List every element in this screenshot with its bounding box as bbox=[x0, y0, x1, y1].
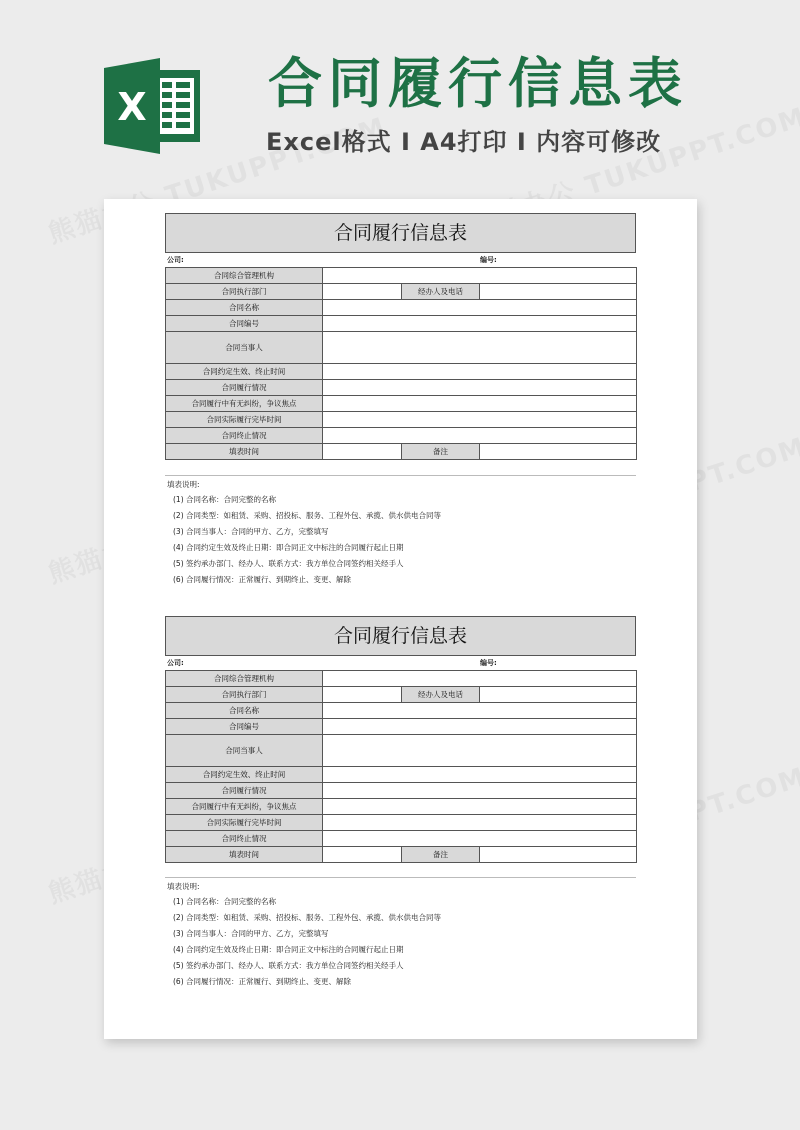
value-parties[interactable] bbox=[323, 332, 637, 364]
notes-heading: 填表说明: bbox=[167, 882, 200, 891]
label-termination: 合同终止情况 bbox=[166, 428, 323, 444]
label-contract-name: 合同名称 bbox=[166, 703, 323, 719]
table-row bbox=[166, 719, 637, 735]
banner-subtitle: Excel格式 I A4打印 I 内容可修改 bbox=[266, 128, 662, 156]
value-fill-time[interactable] bbox=[323, 444, 402, 460]
value-remarks[interactable] bbox=[480, 847, 637, 863]
table-row bbox=[166, 284, 637, 300]
label-completion-time: 合同实际履行完毕时间 bbox=[166, 412, 323, 428]
table-row bbox=[166, 316, 637, 332]
table-row bbox=[166, 687, 637, 703]
fill-instructions-2 bbox=[167, 880, 627, 990]
notes-item: (1) 合同名称：合同完整的名称 bbox=[173, 495, 277, 504]
contract-form-1 bbox=[165, 213, 636, 460]
label-contract-no: 合同编号 bbox=[166, 316, 323, 332]
value-handler-phone[interactable] bbox=[480, 284, 637, 300]
table-row bbox=[166, 364, 637, 380]
value-contract-name[interactable] bbox=[323, 300, 637, 316]
number-label: 编号: bbox=[480, 256, 497, 264]
value-exec-dept[interactable] bbox=[323, 284, 402, 300]
table-row bbox=[166, 268, 637, 284]
table-row bbox=[166, 428, 637, 444]
form-title: 合同履行信息表 bbox=[165, 213, 636, 253]
notes-item: (1) 合同名称：合同完整的名称 bbox=[173, 897, 277, 906]
label-handler-phone: 经办人及电话 bbox=[402, 284, 480, 300]
label-exec-dept: 合同执行部门 bbox=[166, 284, 323, 300]
notes-item: (2) 合同类型：如租赁、采购、招投标、服务、工程外包、承揽、供水供电合同等 bbox=[173, 913, 442, 922]
notes-item: (4) 合同约定生效及终止日期：即合同正文中标注的合同履行起止日期 bbox=[173, 543, 404, 552]
notes-item: (5) 签约承办部门、经办人、联系方式：我方单位合同签约相关经手人 bbox=[173, 961, 404, 970]
value-exec-dept[interactable] bbox=[323, 687, 402, 703]
label-remarks: 备注 bbox=[402, 444, 480, 460]
table-row bbox=[166, 735, 637, 767]
notes-item: (6) 合同履行情况：正常履行、到期终止、变更、解除 bbox=[173, 575, 352, 584]
divider bbox=[165, 877, 636, 878]
number-label: 编号: bbox=[480, 659, 497, 667]
table-row bbox=[166, 671, 637, 687]
label-exec-dept: 合同执行部门 bbox=[166, 687, 323, 703]
value-performance[interactable] bbox=[323, 380, 637, 396]
table-row bbox=[166, 703, 637, 719]
table-row bbox=[166, 300, 637, 316]
company-label: 公司: bbox=[167, 659, 184, 667]
document-page bbox=[104, 199, 697, 1039]
svg-text:X: X bbox=[117, 85, 147, 129]
label-performance: 合同履行情况 bbox=[166, 380, 323, 396]
fill-instructions-1 bbox=[167, 478, 627, 588]
label-disputes: 合同履行中有无纠纷，争议焦点 bbox=[166, 396, 323, 412]
label-contract-name: 合同名称 bbox=[166, 300, 323, 316]
value-handler-phone[interactable] bbox=[480, 687, 637, 703]
table-row bbox=[166, 831, 637, 847]
notes-item: (4) 合同约定生效及终止日期：即合同正文中标注的合同履行起止日期 bbox=[173, 945, 404, 954]
table-row bbox=[166, 412, 637, 428]
value-termination[interactable] bbox=[323, 428, 637, 444]
label-management-org: 合同综合管理机构 bbox=[166, 268, 323, 284]
value-performance[interactable] bbox=[323, 783, 637, 799]
value-termination[interactable] bbox=[323, 831, 637, 847]
value-effective-term[interactable] bbox=[323, 767, 637, 783]
label-effective-term: 合同约定生效、终止时间 bbox=[166, 767, 323, 783]
table-row bbox=[166, 380, 637, 396]
divider bbox=[165, 475, 636, 476]
contract-form-2 bbox=[165, 616, 636, 863]
value-contract-no[interactable] bbox=[323, 316, 637, 332]
table-row bbox=[166, 332, 637, 364]
label-performance: 合同履行情况 bbox=[166, 783, 323, 799]
notes-item: (2) 合同类型：如租赁、采购、招投标、服务、工程外包、承揽、供水供电合同等 bbox=[173, 511, 442, 520]
value-management-org[interactable] bbox=[323, 671, 637, 687]
value-parties[interactable] bbox=[323, 735, 637, 767]
form-meta bbox=[165, 656, 636, 670]
notes-heading: 填表说明: bbox=[167, 480, 200, 489]
notes-item: (3) 合同当事人：合同的甲方、乙方，完整填写 bbox=[173, 929, 329, 938]
value-contract-name[interactable] bbox=[323, 703, 637, 719]
value-fill-time[interactable] bbox=[323, 847, 402, 863]
contract-info-table bbox=[165, 267, 637, 460]
value-completion-time[interactable] bbox=[323, 815, 637, 831]
table-row bbox=[166, 444, 637, 460]
label-remarks: 备注 bbox=[402, 847, 480, 863]
notes-item: (5) 签约承办部门、经办人、联系方式：我方单位合同签约相关经手人 bbox=[173, 559, 404, 568]
banner-title: 合同履行信息表 bbox=[268, 52, 688, 115]
value-disputes[interactable] bbox=[323, 396, 637, 412]
table-row bbox=[166, 783, 637, 799]
label-parties: 合同当事人 bbox=[166, 332, 323, 364]
value-management-org[interactable] bbox=[323, 268, 637, 284]
label-fill-time: 填表时间 bbox=[166, 847, 323, 863]
label-handler-phone: 经办人及电话 bbox=[402, 687, 480, 703]
label-management-org: 合同综合管理机构 bbox=[166, 671, 323, 687]
value-remarks[interactable] bbox=[480, 444, 637, 460]
excel-logo-icon bbox=[104, 58, 204, 154]
table-row bbox=[166, 767, 637, 783]
company-label: 公司: bbox=[167, 256, 184, 264]
label-fill-time: 填表时间 bbox=[166, 444, 323, 460]
table-row bbox=[166, 799, 637, 815]
label-termination: 合同终止情况 bbox=[166, 831, 323, 847]
label-completion-time: 合同实际履行完毕时间 bbox=[166, 815, 323, 831]
notes-item: (3) 合同当事人：合同的甲方、乙方，完整填写 bbox=[173, 527, 329, 536]
table-row bbox=[166, 396, 637, 412]
value-disputes[interactable] bbox=[323, 799, 637, 815]
form-title: 合同履行信息表 bbox=[165, 616, 636, 656]
notes-item: (6) 合同履行情况：正常履行、到期终止、变更、解除 bbox=[173, 977, 352, 986]
table-row bbox=[166, 815, 637, 831]
label-effective-term: 合同约定生效、终止时间 bbox=[166, 364, 323, 380]
label-parties: 合同当事人 bbox=[166, 735, 323, 767]
label-contract-no: 合同编号 bbox=[166, 719, 323, 735]
table-row bbox=[166, 847, 637, 863]
contract-info-table bbox=[165, 670, 637, 863]
value-contract-no[interactable] bbox=[323, 719, 637, 735]
value-completion-time[interactable] bbox=[323, 412, 637, 428]
form-meta bbox=[165, 253, 636, 267]
label-disputes: 合同履行中有无纠纷，争议焦点 bbox=[166, 799, 323, 815]
value-effective-term[interactable] bbox=[323, 364, 637, 380]
